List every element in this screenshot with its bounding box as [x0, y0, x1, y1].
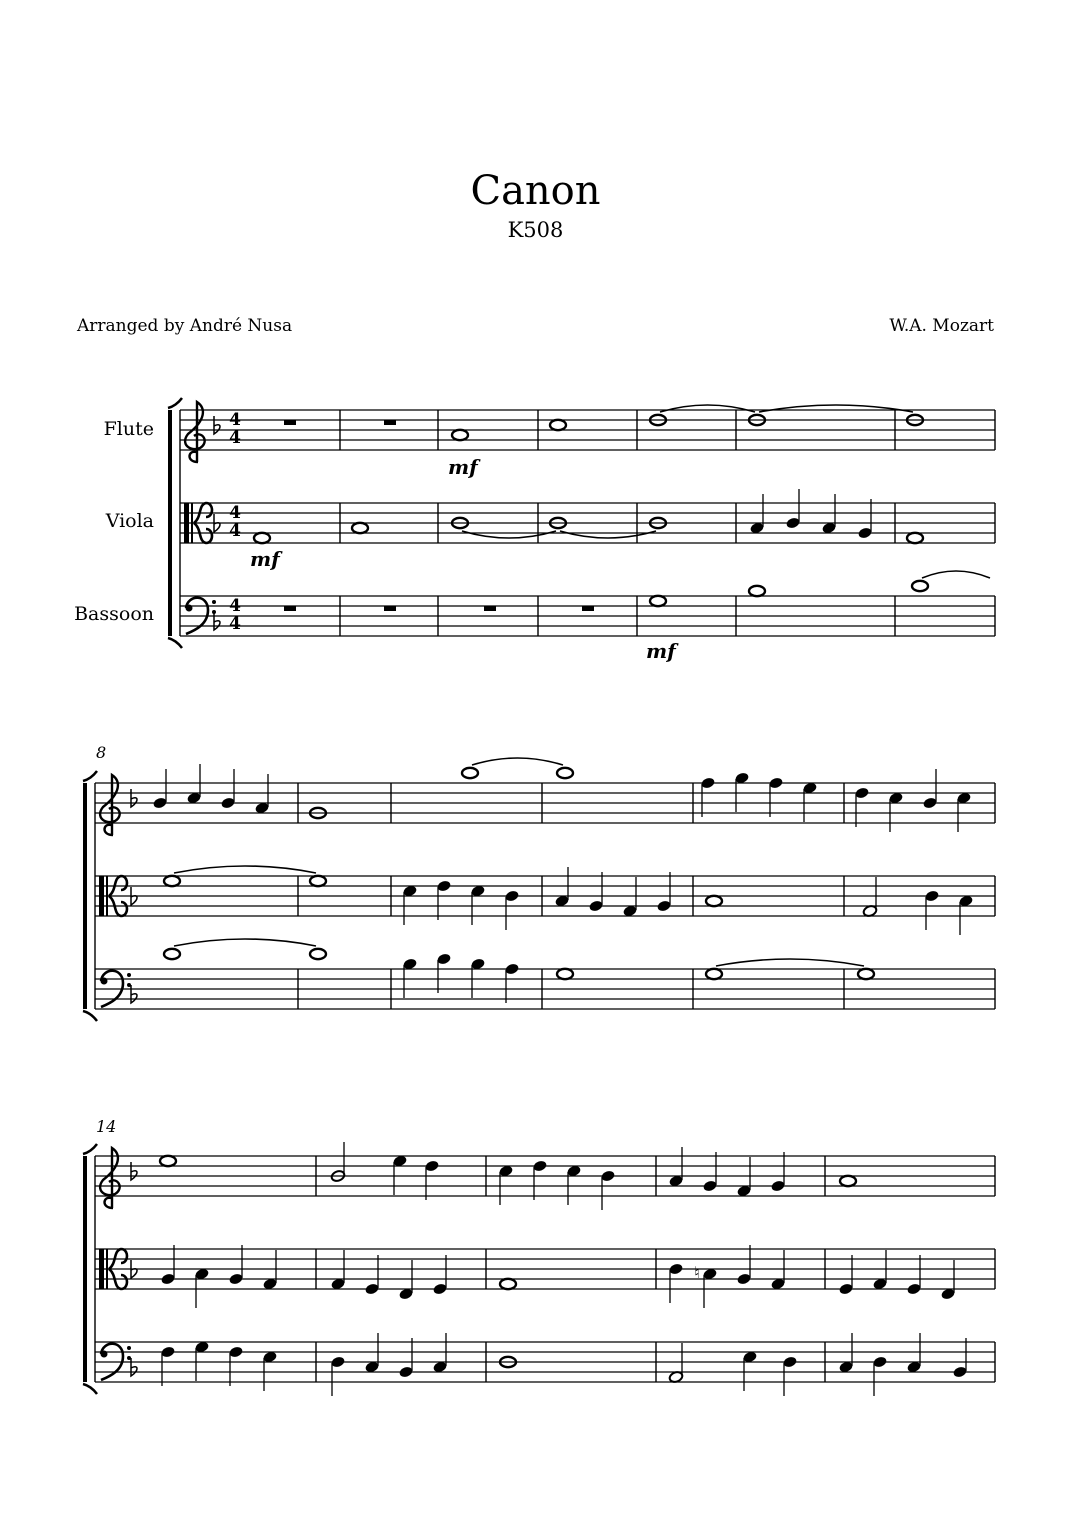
tie: [922, 571, 990, 578]
tie: [174, 939, 316, 946]
arranger-credit: Arranged by André Nusa: [77, 316, 293, 336]
whole-rest: [484, 606, 496, 611]
flat-icon: [131, 1162, 137, 1180]
alto-clef-icon: [99, 1249, 104, 1289]
whole-note: [706, 896, 722, 906]
tie: [759, 405, 913, 412]
measure-number-8: 8: [96, 743, 107, 762]
bass-clef-icon: [186, 605, 193, 612]
whole-note: [500, 1279, 516, 1289]
system-bracket: [168, 398, 182, 408]
system-bracket: [83, 771, 97, 781]
whole-note: [749, 586, 765, 596]
time-sig-den-bassoon: 4: [229, 614, 241, 634]
system-bracket: [168, 410, 172, 636]
whole-note: [650, 596, 666, 606]
whole-note: [858, 969, 874, 979]
time-sig-den-viola: 4: [229, 521, 241, 541]
whole-rest: [384, 420, 396, 425]
system-bracket: [83, 1011, 97, 1021]
instrument-label-flute: Flute: [103, 418, 154, 440]
system-bracket: [83, 1144, 97, 1154]
time-sig-num-bassoon: 4: [229, 596, 241, 616]
whole-note: [254, 533, 270, 543]
score-title: Canon: [470, 168, 601, 214]
natural-icon: ♮: [694, 1263, 700, 1282]
whole-rest: [284, 606, 296, 611]
system-bracket: [83, 1156, 87, 1382]
whole-note: [912, 581, 928, 591]
tie: [472, 758, 563, 765]
system-bracket: [168, 638, 182, 648]
whole-note: [164, 949, 180, 959]
score-subtitle: K508: [507, 218, 564, 242]
flat-icon: [131, 985, 137, 1003]
alto-clef-icon: [106, 1249, 108, 1289]
instrument-label-viola: Viola: [105, 510, 154, 532]
whole-note: [160, 1156, 176, 1166]
whole-rest: [384, 606, 396, 611]
system-bracket: [83, 783, 87, 1009]
tie: [660, 405, 755, 412]
whole-note: [907, 533, 923, 543]
composer-credit: W.A. Mozart: [889, 316, 994, 336]
flat-icon: [214, 514, 220, 532]
alto-clef-icon: [191, 503, 193, 543]
dynamic-mf-bassoon: mf: [646, 639, 676, 663]
bass-clef-icon: [101, 978, 108, 985]
alto-clef-icon: [184, 503, 189, 543]
flat-icon: [214, 416, 220, 434]
whole-note: [557, 768, 573, 778]
measure-number-14: 14: [96, 1117, 117, 1136]
whole-rest: [284, 420, 296, 425]
system-bracket: [83, 1384, 97, 1394]
whole-note: [840, 1176, 856, 1186]
treble-clef-icon: [100, 1148, 120, 1208]
tie: [174, 866, 316, 873]
tie: [560, 531, 656, 538]
time-sig-num-flute: 4: [229, 410, 241, 430]
time-sig-num-viola: 4: [229, 503, 241, 523]
whole-note: [310, 876, 326, 886]
bass-clef-icon: [101, 1351, 108, 1358]
flat-icon: [131, 1260, 137, 1278]
flat-icon: [214, 612, 220, 630]
bass-clef-icon: [212, 600, 216, 604]
whole-note: [550, 420, 566, 430]
whole-note: [164, 876, 180, 886]
whole-rest: [582, 606, 594, 611]
treble-clef-icon: [185, 402, 205, 462]
tie: [462, 531, 556, 538]
flat-icon: [131, 1358, 137, 1376]
whole-note: [452, 430, 468, 440]
tie: [716, 959, 864, 966]
bass-clef-icon: [127, 973, 131, 977]
whole-note: [352, 523, 368, 533]
whole-note: [557, 969, 573, 979]
alto-clef-icon: [99, 876, 104, 916]
time-sig-den-flute: 4: [229, 428, 241, 448]
instrument-label-bassoon: Bassoon: [74, 603, 154, 625]
dynamic-mf-viola: mf: [250, 547, 280, 571]
flat-icon: [131, 887, 137, 905]
treble-clef-icon: [100, 775, 120, 835]
alto-clef-icon: [106, 876, 108, 916]
whole-note: [310, 949, 326, 959]
bass-clef-icon: [127, 1346, 131, 1350]
flat-icon: [131, 789, 137, 807]
whole-note: [462, 768, 478, 778]
dynamic-mf-flute: mf: [448, 455, 478, 479]
whole-note: [706, 969, 722, 979]
